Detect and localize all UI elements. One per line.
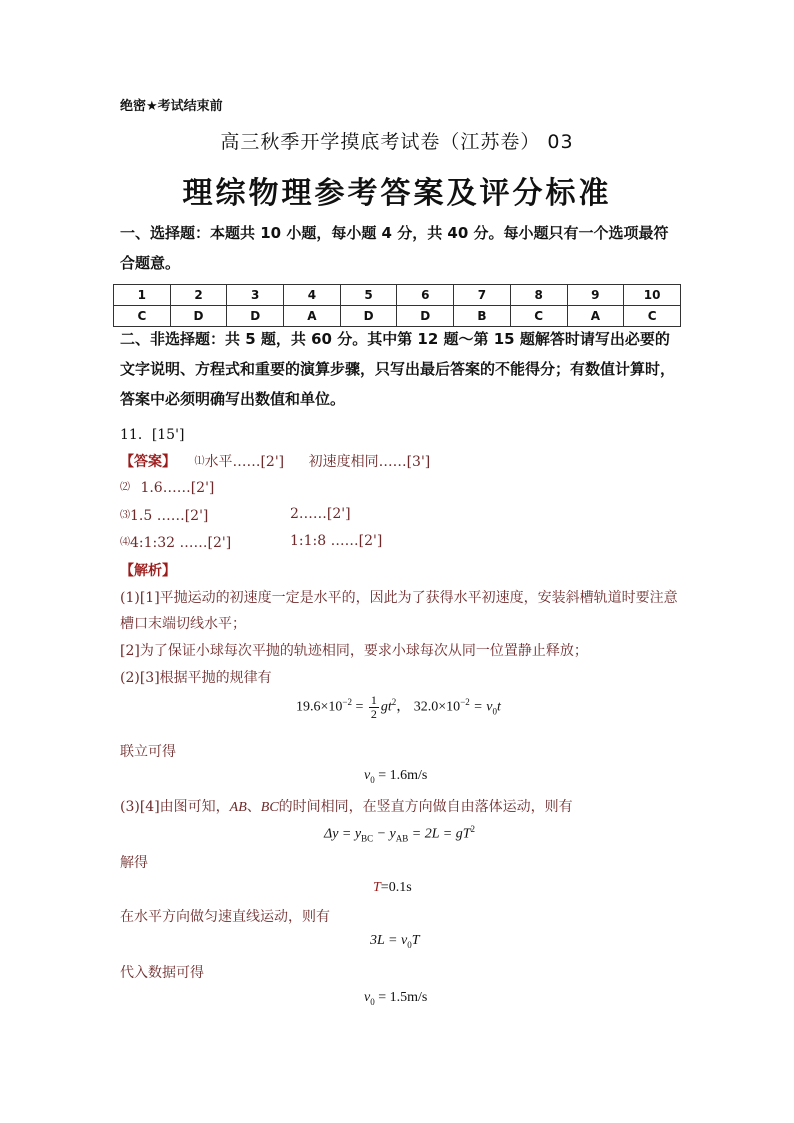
answer-table (113, 284, 681, 327)
eq1-term2: ， 32.0×10 (396, 699, 461, 715)
eq3-dy: Δy = y (324, 826, 362, 842)
fraction-denominator: 2 (370, 707, 377, 721)
analysis-p3: (2)[3]根据平抛的规律有 (120, 670, 272, 686)
eq3-square: 2 (470, 824, 476, 834)
equation-3 (324, 824, 475, 843)
question-number: 9 (567, 285, 624, 306)
equation-1 (296, 694, 501, 721)
eq5-t: T (411, 933, 420, 948)
eq3-rest: = 2L = gT (408, 826, 471, 842)
eq1-gt: gt (380, 699, 392, 715)
item-number: ⑶ (120, 510, 130, 521)
exam-subtitle: 高三秋季开学摸底考试卷（江苏卷） 03 (220, 131, 574, 153)
question-number: 7 (454, 285, 511, 306)
equation-6 (364, 990, 427, 1007)
p5-ab: AB (229, 800, 247, 815)
section2-heading: 二、非选择题：共 5 题，共 60 分。其中第 12 题～第 15 题解答时请写出必要的文字说明、方程式和重要的演算步骤，只写出最后答案的不能得分；有数值计算时，答案中必须明确写出数值和单位。 (120, 330, 676, 408)
q11-label: 11．[15'] (120, 427, 185, 443)
eq1-equals: = (351, 699, 367, 715)
page-title: 理综物理参考答案及评分标准 (182, 176, 612, 211)
answer-cell: A (567, 306, 624, 327)
eq2-subscript: 0 (370, 774, 375, 785)
equation-2 (364, 768, 427, 785)
p5-sep: 、 (246, 799, 261, 815)
answer-table-number-row (114, 285, 681, 306)
answer-cell: B (454, 306, 511, 327)
item-number: ⑷ (120, 537, 130, 548)
p5-text2: 的时间相同，在竖直方向做自由落体运动，则有 (278, 799, 573, 815)
eq3-minus: − y (373, 826, 396, 842)
answer-cell: C (510, 306, 567, 327)
p5-text: (3)[4]由图可知， (120, 799, 230, 815)
answer-3a: 1.5 ……[2'] (130, 508, 209, 524)
answer-cell: D (397, 306, 454, 327)
eq1-exponent: −2 (460, 697, 470, 708)
question-number: 8 (510, 285, 567, 306)
analysis-p1: (1)[1]平抛运动的初速度一定是水平的，因此为了获得水平初速度，安装斜槽轨道时要注意 (120, 590, 678, 606)
section1-heading: 一、选择题：本题共 10 小题，每小题 4 分，共 40 分。每小题只有一个选项最符合题意。 (120, 224, 669, 272)
answer-line-3 (120, 506, 208, 524)
eq6-v: v (364, 990, 371, 1005)
analysis-p5 (120, 796, 573, 816)
eq2-v: v (364, 768, 371, 783)
question-number: 3 (227, 285, 284, 306)
eq5-subscript: 0 (407, 939, 412, 950)
answer-cell: D (340, 306, 397, 327)
question-number: 5 (340, 285, 397, 306)
eq5-lhs: 3L = v (370, 933, 408, 948)
answer-line-2 (120, 478, 214, 496)
fraction-numerator: 1 (370, 693, 377, 707)
answer-3b: 2……[2'] (290, 506, 351, 522)
answer-cell: D (227, 306, 284, 327)
answer-line-1 (120, 451, 430, 471)
eq1-square: 2 (391, 697, 397, 708)
answer-cell: C (624, 306, 681, 327)
eq2-value: = 1.6m/s (374, 768, 428, 783)
equation-4 (373, 880, 412, 896)
eq1-exponent: −2 (342, 697, 352, 708)
eq3-sub-ab: AB (395, 833, 409, 844)
eq4-t: T (373, 880, 381, 895)
analysis-p4: 联立可得 (120, 744, 176, 760)
eq6-value: = 1.5m/s (374, 990, 428, 1005)
answer-4a: 4:1:32 ……[2'] (130, 535, 232, 551)
answer-4b: 1:1:8 ……[2'] (290, 533, 383, 549)
answer-1b: 初速度相同……[3'] (308, 454, 431, 470)
analysis-tag: 【解析】 (120, 563, 176, 579)
answer-tag: 【答案】 (120, 454, 176, 470)
analysis-p7: 在水平方向做匀速直线运动，则有 (120, 909, 330, 925)
eq4-value: =0.1s (380, 880, 412, 895)
analysis-p2: [2]为了保证小球每次平抛的轨迹相同，要求小球每次从同一位置静止释放； (120, 643, 588, 659)
answer-2: 1.6……[2'] (140, 480, 215, 496)
eq1-subscript: 0 (492, 706, 497, 717)
eq1-t: t (496, 699, 501, 715)
eq6-subscript: 0 (370, 996, 375, 1007)
analysis-p8: 代入数据可得 (120, 965, 204, 981)
eq3-sub-bc: BC (361, 833, 374, 844)
eq1-v: = v (469, 699, 493, 715)
answer-cell: A (284, 306, 341, 327)
item-number: ⑴ (194, 456, 205, 467)
analysis-p6: 解得 (120, 855, 148, 871)
item-number: ⑵ (120, 482, 130, 493)
answer-cell: D (170, 306, 227, 327)
question-number: 1 (114, 285, 171, 306)
question-number: 6 (397, 285, 454, 306)
secret-label: 绝密★考试结束前 (120, 99, 223, 114)
question-number: 4 (284, 285, 341, 306)
question-number: 2 (170, 285, 227, 306)
equation-5 (370, 933, 420, 950)
question-number: 10 (624, 285, 681, 306)
p5-bc: BC (260, 800, 279, 815)
answer-cell: C (114, 306, 171, 327)
analysis-p1b: 槽口末端切线水平； (120, 616, 246, 632)
answer-line-4 (120, 533, 231, 551)
eq1-term: 19.6×10 (296, 699, 343, 715)
answer-1a: 水平……[2'] (204, 454, 285, 470)
fraction (369, 694, 379, 721)
